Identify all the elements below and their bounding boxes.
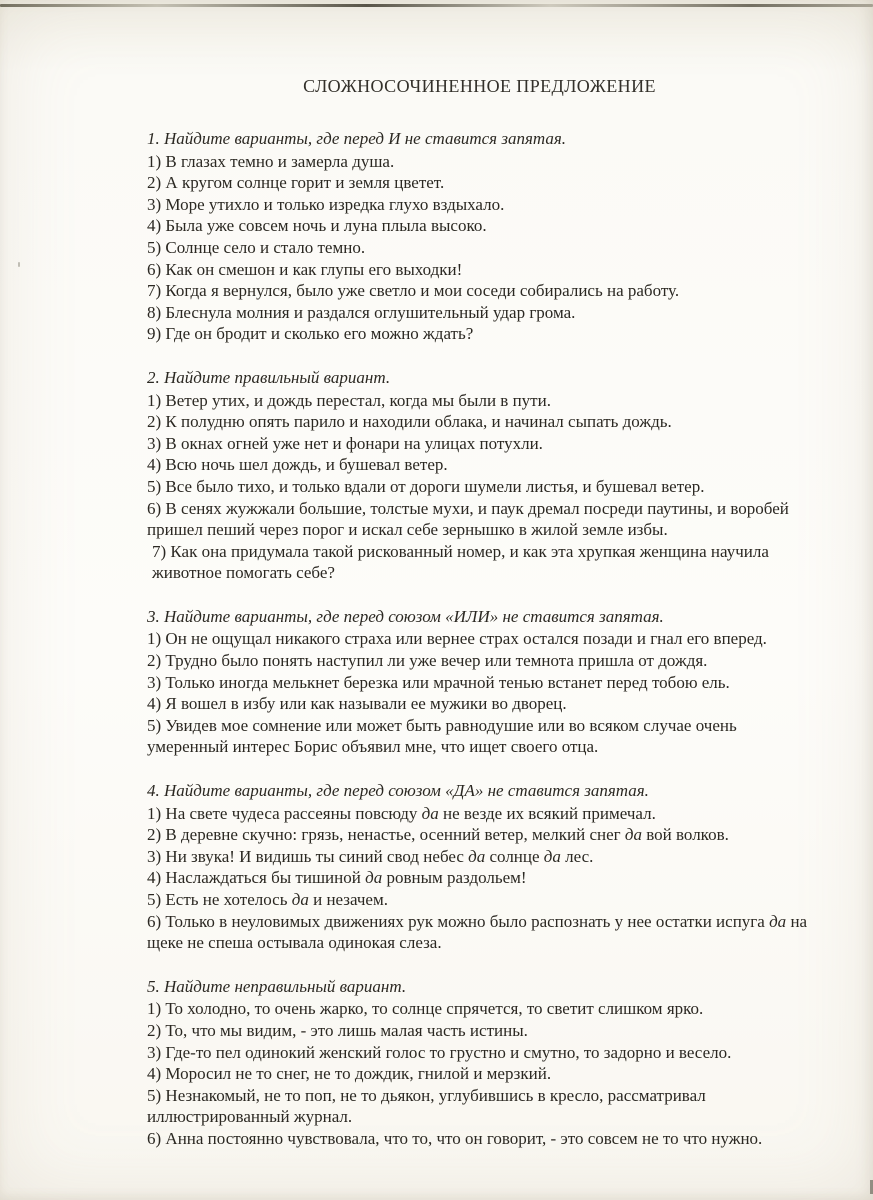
exercise-5-item-6: 6) Анна постоянно чувствовала, что то, что он говорит, - это совсем не то что нужно.: [147, 1128, 763, 1148]
exercise-5-item-4: 4) Моросил не то снег, не то дождик, гнилой и мерзкий.: [147, 1064, 552, 1084]
exercise-4-item-4: 4) Наслаждаться бы тишиной да ровным раздольем!: [147, 868, 527, 888]
exercise-1-item-8: 8) Блеснула молния и раздался оглушительный удар грома.: [147, 302, 576, 322]
exercise-3-item-3: 3) Только иногда мелькнет березка или мрачной тенью встанет перед тобою ель.: [147, 672, 730, 692]
exercise-2-item-5: 5) Все было тихо, и только вдали от дороги шумели листья, и бушевал ветер.: [147, 476, 705, 496]
exercise-1-item-3: 3) Море утихло и только изредка глухо вздыхало.: [147, 194, 505, 214]
exercise-1-item-4: 4) Была уже совсем ночь и луна плыла высоко.: [147, 216, 487, 236]
exercise-1-item-5: 5) Солнце село и стало темно.: [147, 237, 366, 257]
exercise-section-5: [147, 976, 812, 1150]
exercise-3-item-1: 1) Он не ощущал никакого страха или вернее страх остался позади и гнал его вперед.: [147, 629, 767, 649]
exercise-5-item-5: 5) Незнакомый, не то поп, не то дьякон, углубившись в кресло, рассматривал иллюстрированный журнал.: [147, 1085, 706, 1127]
exercise-1-item-2: 2) А кругом солнце горит и земля цветет.: [147, 173, 445, 193]
exercise-5-item-1: 1) То холодно, то очень жарко, то солнце спрячется, то светит слишком ярко.: [147, 999, 704, 1019]
exercise-3-heading: 3. Найдите варианты, где перед союзом «ИЛИ» не ставится запятая.: [147, 606, 664, 626]
exercise-1-item-6: 6) Как он смешон и как глупы его выходки!: [147, 259, 463, 279]
exercise-5-item-2: 2) То, что мы видим, - это лишь малая часть истины.: [147, 1020, 528, 1040]
exercise-section-2: [147, 367, 812, 584]
scan-artifact-speck: [18, 262, 20, 267]
exercise-1-heading: 1. Найдите варианты, где перед И не ставится запятая.: [147, 129, 566, 148]
exercise-4-item-2: 2) В деревне скучно: грязь, ненастье, осенний ветер, мелкий снег да вой волков.: [147, 825, 729, 845]
exercise-1-item-9: 9) Где он бродит и сколько его можно ждать?: [147, 324, 474, 344]
exercise-2-item-4: 4) Всю ночь шел дождь, и бушевал ветер.: [147, 455, 448, 475]
exercise-2-item-3: 3) В окнах огней уже нет и фонари на улицах потухли.: [147, 433, 543, 453]
page-title: СЛОЖНОСОЧИНЕННОЕ ПРЕДЛОЖЕНИЕ: [303, 76, 656, 96]
exercise-5-item-3: 3) Где-то пел одинокий женский голос то грустно и смутно, то задорно и весело.: [147, 1042, 732, 1062]
exercise-4-item-1: 1) На свете чудеса рассеяны повсюду да не везде их всякий примечал.: [147, 803, 656, 823]
exercise-4-item-6: 6) Только в неуловимых движениях рук можно было распознать у нее остатки испуга да на щеке не спеша остывала одинокая слеза.: [147, 911, 808, 953]
exercise-section-1: [147, 128, 812, 345]
exercise-1-item-7: 7) Когда я вернулся, было уже светло и мои соседи собирались на работу.: [147, 281, 680, 301]
exercise-1-item-1: 1) В глазах темно и замерла душа.: [147, 151, 395, 171]
exercise-3-item-5: 5) Увидев мое сомнение или может быть равнодушие или во всяком случае очень умеренный интерес Борис объявил мне, что ищет своего отца.: [147, 715, 737, 757]
exercise-4-heading: 4. Найдите варианты, где перед союзом «ДА» не ставится запятая.: [147, 781, 649, 801]
exercise-2-item-6: 6) В сенях жужжали большие, толстые мухи, и паук дремал посреди паутины, и воробей пришел пеший через порог и искал себе зернышко в жилой земле избы.: [147, 498, 789, 540]
exercise-2-item-1: 1) Ветер утих, и дождь перестал, когда мы были в пути.: [147, 390, 551, 410]
exercise-4-item-3: 3) Ни звука! И видишь ты синий свод небес да солнце да лес.: [147, 846, 594, 866]
exercise-section-4: [147, 780, 812, 954]
exercise-3-item-2: 2) Трудно было понять наступил ли уже вечер или темнота пришла от дождя.: [147, 651, 708, 671]
exercise-5-heading: 5. Найдите неправильный вариант.: [147, 976, 407, 996]
exercise-2-item-2: 2) К полудню опять парило и находили облака, и начинал сыпать дождь.: [147, 412, 672, 432]
scan-edge-line: [0, 4, 873, 7]
exercise-4-item-5: 5) Есть не хотелось да и незачем.: [147, 890, 388, 909]
exercise-2-item-7: 7) Как она придумала такой рискованный номер, и как эта хрупкая женщина научила животное помогать себе?: [152, 541, 769, 583]
exercise-section-3: [147, 606, 812, 758]
document-content: [147, 76, 812, 1172]
exercise-2-heading: 2. Найдите правильный вариант.: [147, 367, 391, 387]
exercise-3-item-4: 4) Я вошел в избу или как называли ее мужики во дворец.: [147, 694, 567, 714]
